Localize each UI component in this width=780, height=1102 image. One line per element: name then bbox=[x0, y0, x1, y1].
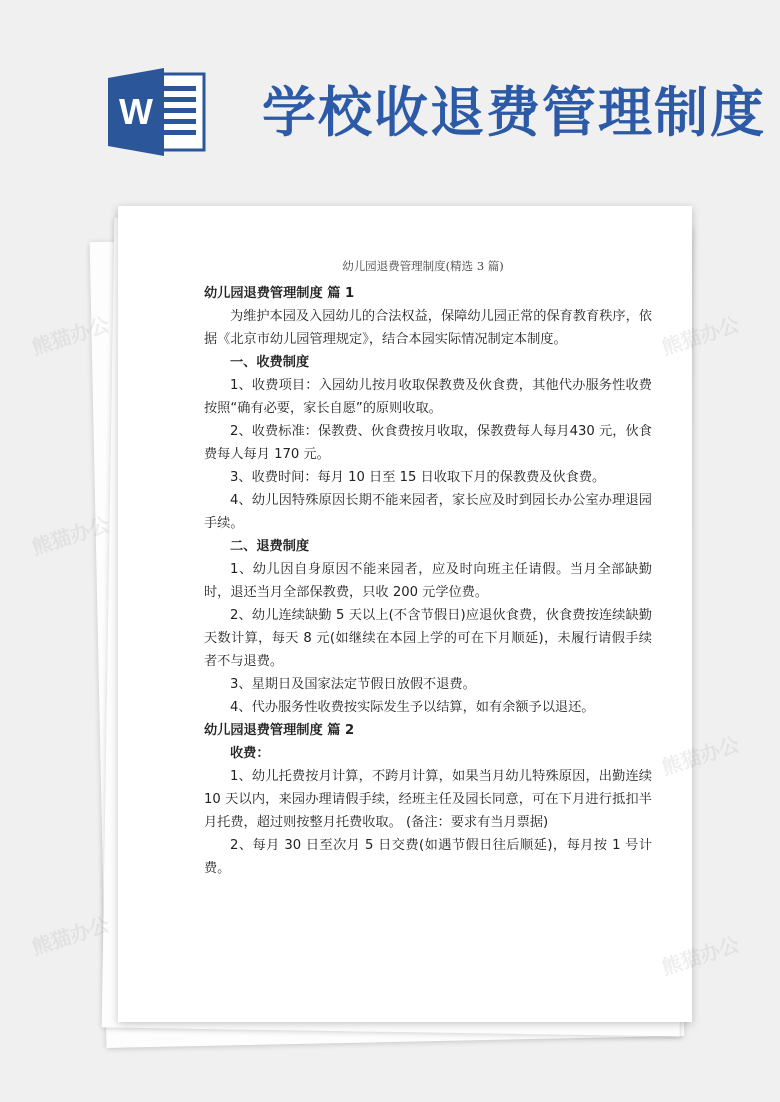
watermark: 熊猫办公 bbox=[658, 932, 743, 980]
svg-text:W: W bbox=[119, 91, 153, 132]
watermark: 熊猫办公 bbox=[28, 512, 113, 560]
word-document-icon bbox=[108, 68, 208, 156]
paragraph: 为维护本园及入园幼儿的合法权益，保障幼儿园正常的保育教育秩序，依据《北京市幼儿园管理规定》，结合本园实际情况制定本制度。 bbox=[204, 309, 652, 347]
document-body bbox=[204, 282, 652, 880]
paragraph: 1、幼儿因自身原因不能来园者，应及时向班主任请假。当月全部缺勤时，退还当月全部保教费，只收 200 元学位费。 bbox=[204, 562, 652, 600]
watermark: 熊猫办公 bbox=[28, 312, 113, 360]
header-banner bbox=[0, 0, 780, 200]
paragraph: 2、每月 30 日至次月 5 日交费(如遇节假日往后顺延)，每月按 1 号计费。 bbox=[204, 838, 652, 876]
paragraph: 4、代办服务性收费按实际发生予以结算，如有余额予以退还。 bbox=[230, 700, 595, 715]
subsection-heading: 收费： bbox=[230, 746, 270, 761]
section-title: 幼儿园退费管理制度 篇 2 bbox=[204, 723, 355, 738]
watermark: 熊猫办公 bbox=[28, 912, 113, 960]
section-title: 幼儿园退费管理制度 篇 1 bbox=[204, 286, 355, 301]
paragraph: 2、收费标准：保教费、伙食费按月收取，保教费每人每月430 元，伙食费每人每月 170 元。 bbox=[204, 424, 652, 462]
paragraph: 2、幼儿连续缺勤 5 天以上(不含节假日)应退伙食费，伙食费按连续缺勤天数计算，每天 8 元(如继续在本园上学的可在下月顺延)，未履行请假手续者不与退费。 bbox=[204, 608, 652, 669]
paragraph: 1、收费项目：入园幼儿按月收取保教费及伙食费，其他代办服务性收费按照“确有必要，家长自愿”的原则收取。 bbox=[204, 378, 652, 416]
page-title: 学校收退费管理制度 bbox=[262, 80, 766, 144]
paragraph: 4、幼儿因特殊原因长期不能来园者，家长应及时到园长办公室办理退园手续。 bbox=[204, 493, 652, 531]
watermark: 熊猫办公 bbox=[658, 312, 743, 360]
paragraph: 1、幼儿托费按月计算，不跨月计算，如果当月幼儿特殊原因，出勤连续 10 天以内，来园办理请假手续，经班主任及园长同意，可在下月进行抵扣半月托费，超过则按整月托费收取。 (备注：要求有当月票据) bbox=[204, 769, 652, 830]
document-page bbox=[118, 206, 692, 1022]
subsection-heading: 二、退费制度 bbox=[230, 539, 310, 554]
paragraph: 3、收费时间：每月 10 日至 15 日收取下月的保教费及伙食费。 bbox=[230, 470, 606, 485]
watermark: 熊猫办公 bbox=[658, 732, 743, 780]
document-subtitle: 幼儿园退费管理制度(精选 3 篇) bbox=[342, 259, 504, 273]
paragraph: 3、星期日及国家法定节假日放假不退费。 bbox=[230, 677, 476, 692]
subsection-heading: 一、收费制度 bbox=[230, 355, 310, 370]
